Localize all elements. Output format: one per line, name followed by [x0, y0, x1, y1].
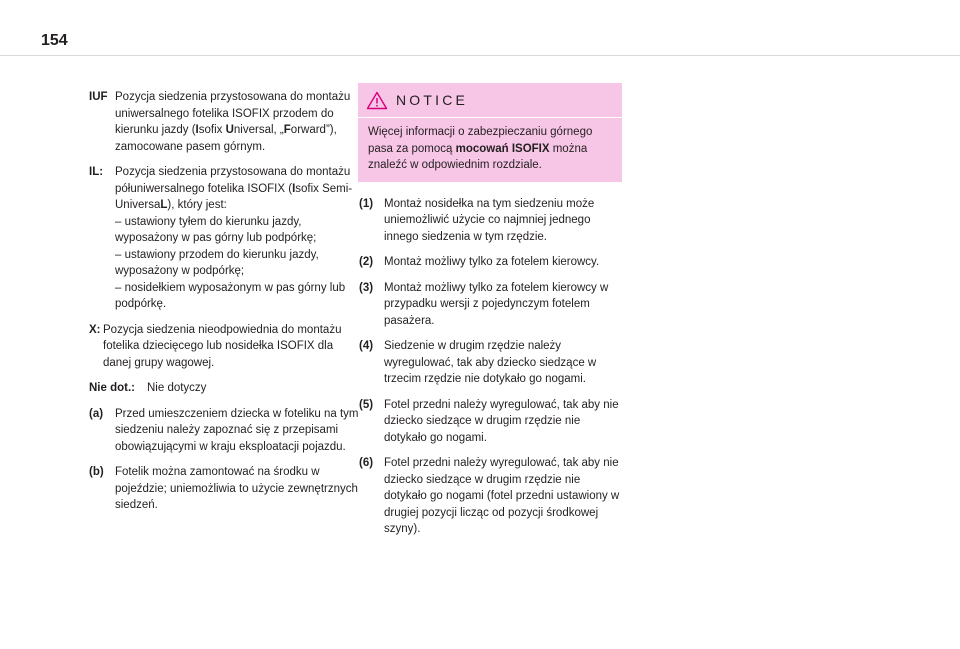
definition-a [89, 406, 359, 456]
notice-title: NOTICE [396, 92, 469, 109]
page-number: 154 [41, 32, 68, 49]
note-item [358, 280, 620, 330]
note-text: Montaż możliwy tylko za fotelem kierowcy w przypadku wersji z pojedynczym fotelem pasażera. [384, 281, 609, 327]
note-text: Montaż możliwy tylko za fotelem kierowcy. [384, 256, 600, 268]
definition-il [89, 164, 359, 313]
definition-text: Pozycja siedzenia przystosowana do montażu uniwersalnego fotelika ISOFIX przodem do kierunku jazdy (Isofix Universal, „Forward”), zamocowane pasem górnym. [115, 91, 351, 153]
dash-item: – ustawiony przodem do kierunku jazdy, wyposażony w podpórkę; [115, 248, 319, 277]
note-item [358, 254, 620, 271]
definition-term: X: [89, 323, 101, 336]
definition-iuf [89, 89, 359, 155]
definition-x [89, 322, 359, 372]
note-item [358, 397, 620, 447]
note-number: (4) [359, 340, 374, 352]
note-item [358, 338, 620, 388]
note-item [358, 196, 620, 246]
definition-term: (a) [89, 407, 104, 420]
definition-text: Pozycja siedzenia nieodpowiednia do montażu fotelika dziecięcego lub nosidełka ISOFIX dla danej grupy wagowej. [103, 323, 342, 369]
definition-text: Przed umieszczeniem dziecka w foteliku na tym siedzeniu należy zapoznać się z przepisami obowiązującymi w kraju eksploatacji pojazdu. [115, 407, 359, 453]
notice-text: Więcej informacji o zabezpieczaniu górnego pasa za pomocą mocowań ISOFIX można znaleźć w odpowiednim rozdziale. [368, 126, 593, 171]
note-number: (6) [359, 457, 374, 469]
definition-term: Nie dot.: [89, 382, 135, 394]
dash-item: – ustawiony tyłem do kierunku jazdy, wyposażony w pas górny lub podpórkę; [115, 215, 317, 244]
definition-term: (b) [89, 466, 104, 478]
definition-term: IL: [89, 166, 104, 178]
note-item [358, 455, 620, 538]
notice-box [358, 83, 622, 182]
note-text: Fotel przedni należy wyregulować, tak aby nie dziecko siedzące w drugim rzędzie nie dotykało go nogami (fotel przedni ustawiony w drugiej pozycji licząc od pozycji środkowej szyny). [384, 457, 620, 535]
definition-nie-dot [89, 380, 359, 397]
note-number: (5) [359, 398, 374, 411]
left-column [89, 89, 359, 523]
note-number: (3) [359, 281, 374, 294]
note-number: (2) [359, 256, 374, 268]
definition-text: Fotelik można zamontować na środku w pojeździe; uniemożliwia to użycie zewnętrznych siedzeń. [115, 466, 358, 511]
definition-term: IUF [89, 91, 108, 103]
note-number: (1) [359, 197, 374, 210]
right-column [358, 83, 620, 547]
definition-b [89, 464, 359, 514]
note-text: Montaż nosidełka na tym siedzeniu może uniemożliwić użycie co najmniej jednego innego siedzenia w tym rzędzie. [384, 197, 595, 243]
note-text: Fotel przedni należy wyregulować, tak aby nie dziecko siedzące w drugim rzędzie nie dotykało go nogami. [384, 398, 619, 444]
definition-text: Pozycja siedzenia przystosowana do montażu półuniwersalnego fotelika ISOFIX (Isofix Semi-UniversaL), który jest: – ustawiony tyłem do kierunku jazdy, wyposażony w pas górny lub podpórkę; – ustawiony przodem do kierunku jazdy, wyposażony w podpórkę; – nosidełkiem wyposażonym w pas górny lub podpórkę. [115, 164, 359, 313]
dash-item: – nosidełkiem wyposażonym w pas górny lub podpórkę. [115, 281, 346, 310]
notice-header [358, 84, 622, 118]
header-divider [0, 55, 960, 56]
warning-triangle-icon [360, 91, 394, 110]
definition-text: Nie dotyczy [147, 382, 207, 394]
note-text: Siedzenie w drugim rzędzie należy wyregulować, tak aby dziecko siedzące w trzecim rzędzie nie dotykało go nogami. [384, 340, 597, 385]
